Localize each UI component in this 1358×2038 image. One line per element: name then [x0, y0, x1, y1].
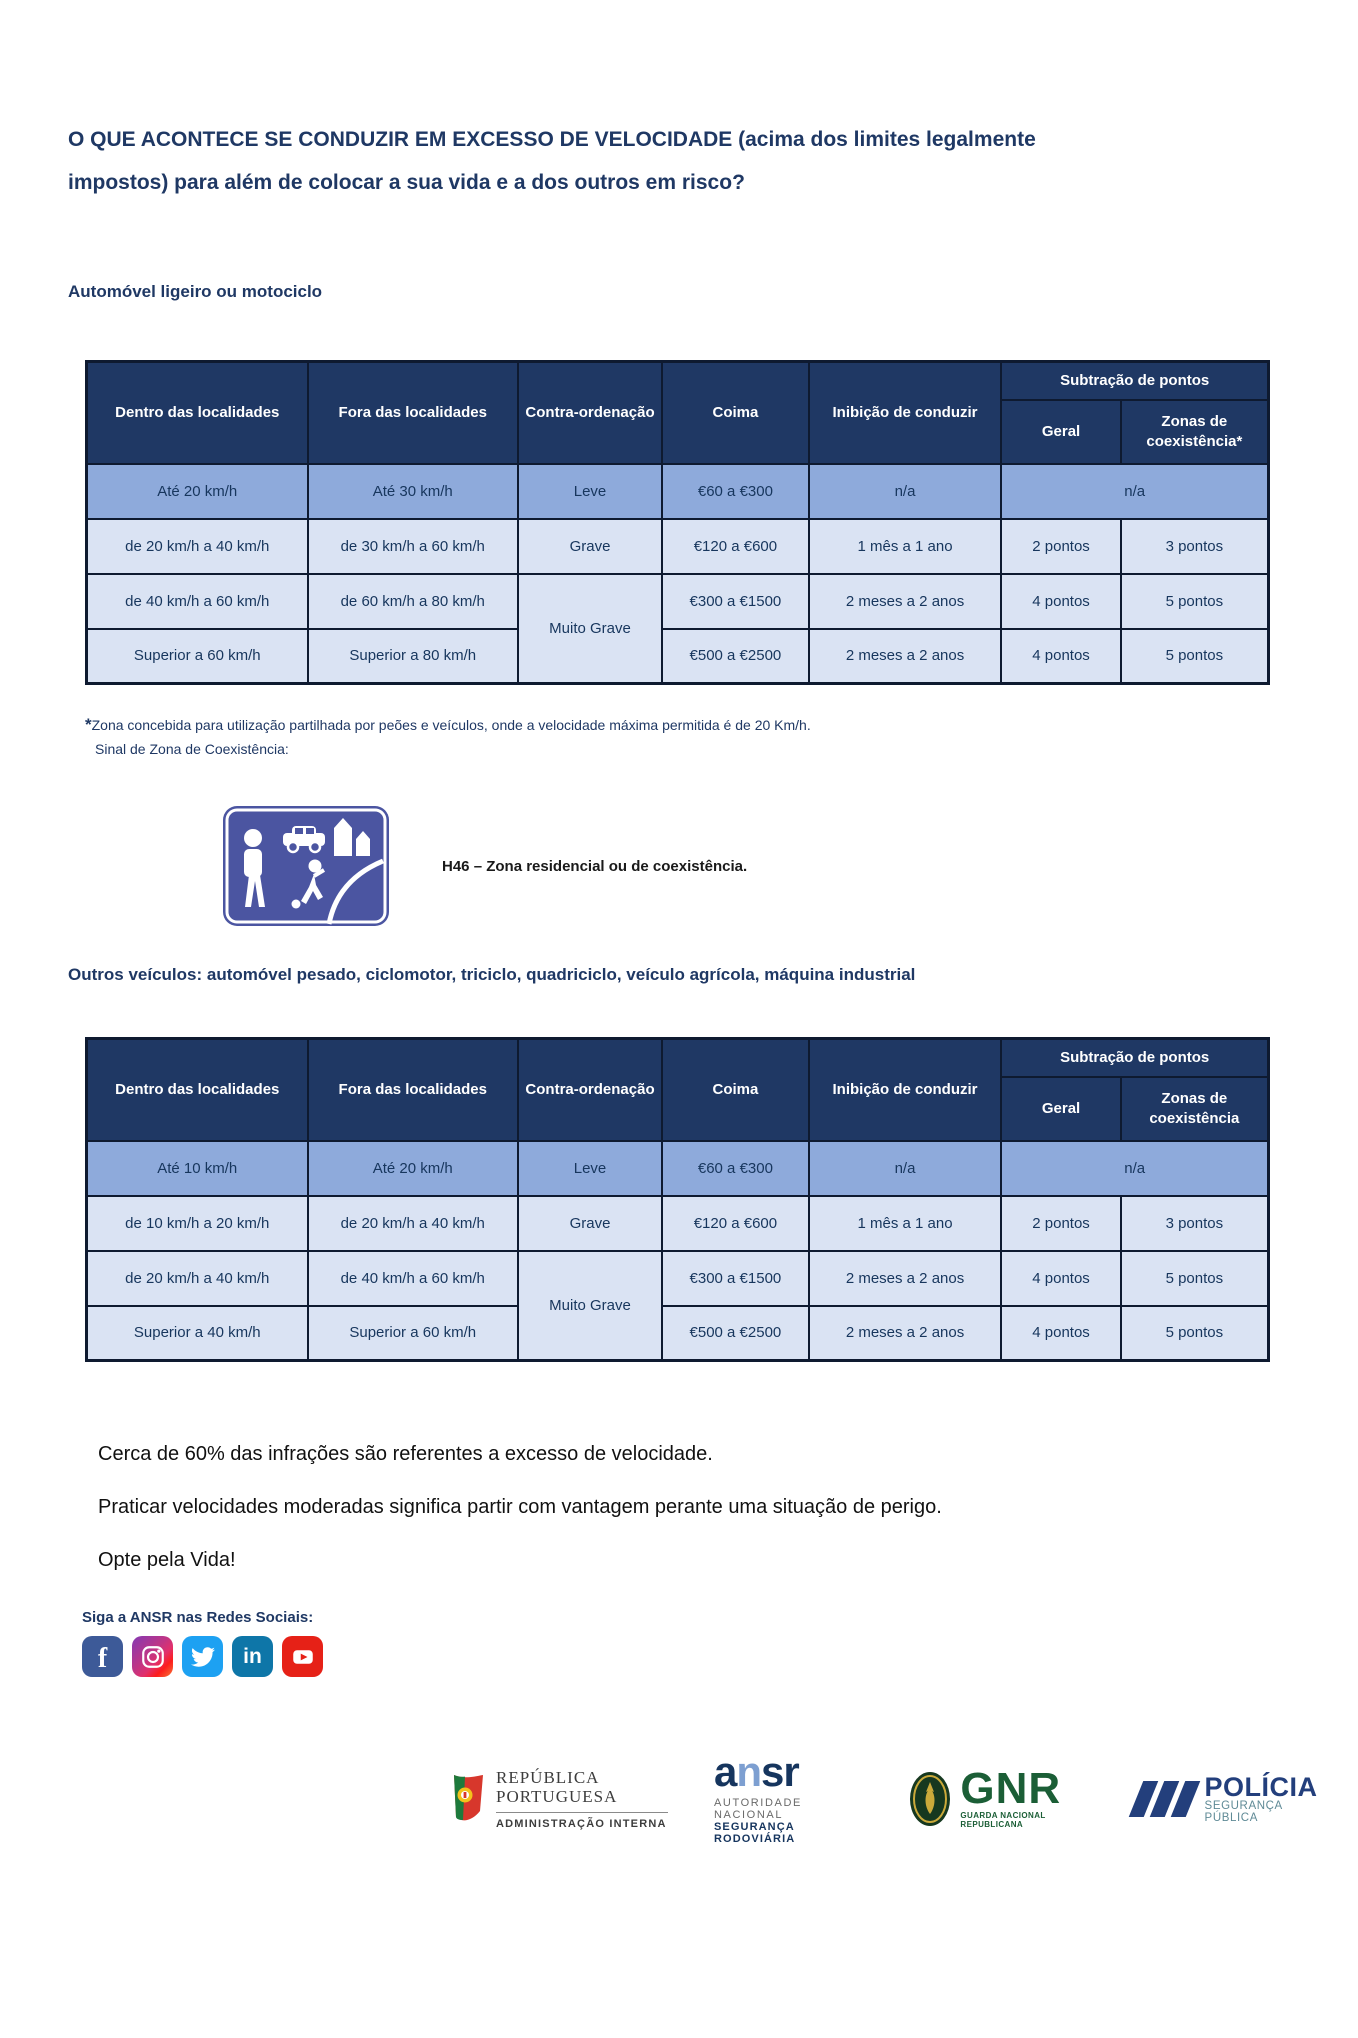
header-geral: Geral [1001, 400, 1120, 464]
cell-inibicao: 1 mês a 1 ano [809, 519, 1002, 574]
cell-dentro: Superior a 60 km/h [87, 629, 308, 684]
cell-inibicao: 1 mês a 1 ano [809, 1196, 1002, 1251]
header-subtracao: Subtração de pontos [1001, 1039, 1268, 1077]
cell-fora: Até 30 km/h [308, 464, 518, 519]
cell-coima: €60 a €300 [662, 464, 809, 519]
republica-divider [496, 1812, 668, 1813]
coexistence-sign-row [222, 805, 1318, 927]
twitter-icon[interactable] [182, 1636, 223, 1677]
ansr-wordmark [714, 1748, 862, 1795]
cell-inibicao: 2 meses a 2 anos [809, 1306, 1002, 1361]
cell-dentro: Até 20 km/h [87, 464, 308, 519]
youtube-icon[interactable] [282, 1636, 323, 1677]
document-page [0, 118, 1358, 1845]
social-icons-row [82, 1636, 1318, 1677]
sign-code: H46 [442, 857, 470, 875]
instagram-icon[interactable] [132, 1636, 173, 1677]
section-title-other-vehicles: Outros veículos: automóvel pesado, ciclomotor, triciclo, quadriciclo, veículo agrícola, máquina industrial [68, 965, 916, 984]
cell-inibicao: 2 meses a 2 anos [809, 1251, 1002, 1306]
table-row [87, 1306, 1269, 1361]
sign-caption-text: – Zona residencial ou de coexistência. [473, 857, 748, 875]
twitter-bird-glyph [191, 1645, 215, 1669]
cell-inibicao: n/a [809, 1141, 1002, 1196]
coexistence-footnote [85, 713, 1318, 761]
linkedin-icon[interactable]: in [232, 1636, 273, 1677]
cell-zonas: 5 pontos [1121, 574, 1269, 629]
table-row [87, 519, 1269, 574]
gnr-text-block [960, 1764, 1089, 1829]
footer-logos [450, 1748, 1318, 1845]
cell-geral: 4 pontos [1001, 1306, 1120, 1361]
footnote-line2: Sinal de Zona de Coexistência: [95, 741, 289, 757]
header-fora: Fora das localidades [308, 1039, 518, 1141]
cell-inibicao: 2 meses a 2 anos [809, 629, 1002, 684]
psp-stripes-icon [1136, 1781, 1193, 1817]
cell-fora: de 60 km/h a 80 km/h [308, 574, 518, 629]
cell-contra-muito-grave: Muito Grave [518, 1251, 662, 1361]
header-geral: Geral [1001, 1077, 1120, 1141]
portuguese-flag-icon [450, 1773, 486, 1825]
gnr-logo [908, 1764, 1089, 1829]
table-row [87, 464, 1269, 519]
cell-contra: Leve [518, 464, 662, 519]
cell-fora: de 30 km/h a 60 km/h [308, 519, 518, 574]
social-heading: Siga a ANSR nas Redes Sociais: [82, 1609, 314, 1626]
footnote-asterisk: * [85, 715, 92, 734]
table-row [87, 1251, 1269, 1306]
ansr-letter-n: n [736, 1748, 762, 1795]
cell-dentro: Até 10 km/h [87, 1141, 308, 1196]
sign-caption [442, 858, 747, 875]
header-subtracao: Subtração de pontos [1001, 362, 1268, 400]
cell-zonas: 5 pontos [1121, 629, 1269, 684]
psp-logo [1136, 1774, 1318, 1824]
table-light-vehicles [85, 360, 1270, 685]
cell-dentro: Superior a 40 km/h [87, 1306, 308, 1361]
cell-fora: Superior a 80 km/h [308, 629, 518, 684]
cell-dentro: de 10 km/h a 20 km/h [87, 1196, 308, 1251]
section-title-light-vehicles: Automóvel ligeiro ou motociclo [68, 282, 323, 301]
gnr-subtitle: GUARDA NACIONAL REPUBLICANA [960, 1811, 1046, 1829]
cell-fora: de 40 km/h a 60 km/h [308, 1251, 518, 1306]
cell-coima: €120 a €600 [662, 519, 809, 574]
instagram-camera-glyph [140, 1644, 166, 1670]
cell-pontos-na: n/a [1001, 464, 1268, 519]
closing-paragraphs [98, 1428, 1318, 1587]
psp-subtitle: SEGURANÇA PÚBLICA [1204, 1800, 1283, 1824]
cell-coima: €500 a €2500 [662, 1306, 809, 1361]
table-row [87, 1196, 1269, 1251]
republica-text-block [496, 1768, 668, 1830]
header-dentro: Dentro das localidades [87, 362, 308, 464]
cell-dentro: de 20 km/h a 40 km/h [87, 1251, 308, 1306]
cell-zonas: 3 pontos [1121, 519, 1269, 574]
gnr-wordmark: GNR [960, 1764, 1062, 1813]
cell-coima: €120 a €600 [662, 1196, 809, 1251]
cell-geral: 2 pontos [1001, 519, 1120, 574]
header-contra: Contra-ordenação [518, 362, 662, 464]
cell-fora: de 20 km/h a 40 km/h [308, 1196, 518, 1251]
youtube-play-glyph [288, 1642, 318, 1672]
header-inibicao: Inibição de conduzir [809, 1039, 1002, 1141]
ansr-subtitle-1: AUTORIDADE NACIONAL [714, 1797, 802, 1821]
ansr-logo [714, 1748, 862, 1845]
republica-line2: PORTUGUESA [496, 1787, 618, 1806]
cell-fora: Até 20 km/h [308, 1141, 518, 1196]
ansr-text-block [714, 1748, 862, 1845]
table-row [87, 629, 1269, 684]
facebook-icon[interactable]: f [82, 1636, 123, 1677]
cell-contra: Grave [518, 519, 662, 574]
header-contra: Contra-ordenação [518, 1039, 662, 1141]
ansr-letter-a: a [714, 1748, 737, 1795]
republica-subtitle: ADMINISTRAÇÃO INTERNA [496, 1818, 667, 1830]
cell-dentro: de 20 km/h a 40 km/h [87, 519, 308, 574]
cell-inibicao: n/a [809, 464, 1002, 519]
header-inibicao: Inibição de conduzir [809, 362, 1002, 464]
republica-line1: REPÚBLICA [496, 1768, 600, 1787]
table-other-vehicles [85, 1037, 1270, 1362]
document-title: O QUE ACONTECE SE CONDUZIR EM EXCESSO DE VELOCIDADE (acima dos limites legalmente impostos) para além de colocar a sua vida e a dos outros em risco? [68, 128, 1036, 194]
cell-fora: Superior a 60 km/h [308, 1306, 518, 1361]
gnr-badge-icon [908, 1770, 952, 1828]
header-coima: Coima [662, 362, 809, 464]
psp-text-block [1205, 1774, 1318, 1824]
table-row [87, 574, 1269, 629]
cell-zonas: 3 pontos [1121, 1196, 1269, 1251]
psp-wordmark: POLÍCIA [1204, 1772, 1318, 1802]
cell-contra: Leve [518, 1141, 662, 1196]
footnote-line1 [85, 713, 1318, 737]
header-dentro: Dentro das localidades [87, 1039, 308, 1141]
cell-contra: Grave [518, 1196, 662, 1251]
footnote-text: Zona concebida para utilização partilhada por peões e veículos, onde a velocidade máxima permitida é de 20 Km/h. [91, 717, 811, 733]
republica-portuguesa-logo [450, 1768, 668, 1830]
header-coima: Coima [662, 1039, 809, 1141]
table-row [87, 1141, 1269, 1196]
h46-road-sign-icon [222, 805, 390, 927]
header-fora: Fora das localidades [308, 362, 518, 464]
ansr-letters-sr: sr [761, 1748, 799, 1795]
cell-inibicao: 2 meses a 2 anos [809, 574, 1002, 629]
cell-dentro: de 40 km/h a 60 km/h [87, 574, 308, 629]
cell-geral: 4 pontos [1001, 574, 1120, 629]
cell-geral: 2 pontos [1001, 1196, 1120, 1251]
header-zonas: Zonas de coexistência [1121, 1077, 1269, 1141]
closing-line-2: Praticar velocidades moderadas significa partir com vantagem perante uma situação de perigo. [98, 1496, 942, 1518]
cell-coima: €300 a €1500 [662, 1251, 809, 1306]
cell-coima: €60 a €300 [662, 1141, 809, 1196]
cell-zonas: 5 pontos [1121, 1251, 1269, 1306]
ansr-subtitle-2: SEGURANÇA RODOVIÁRIA [714, 1821, 796, 1845]
cell-geral: 4 pontos [1001, 1251, 1120, 1306]
cell-zonas: 5 pontos [1121, 1306, 1269, 1361]
cell-contra-muito-grave: Muito Grave [518, 574, 662, 684]
cell-coima: €300 a €1500 [662, 574, 809, 629]
cell-coima: €500 a €2500 [662, 629, 809, 684]
closing-line-3: Opte pela Vida! [98, 1549, 236, 1571]
header-zonas: Zonas de coexistência* [1121, 400, 1269, 464]
cell-geral: 4 pontos [1001, 629, 1120, 684]
cell-pontos-na: n/a [1001, 1141, 1268, 1196]
closing-line-1: Cerca de 60% das infrações são referentes a excesso de velocidade. [98, 1443, 713, 1465]
